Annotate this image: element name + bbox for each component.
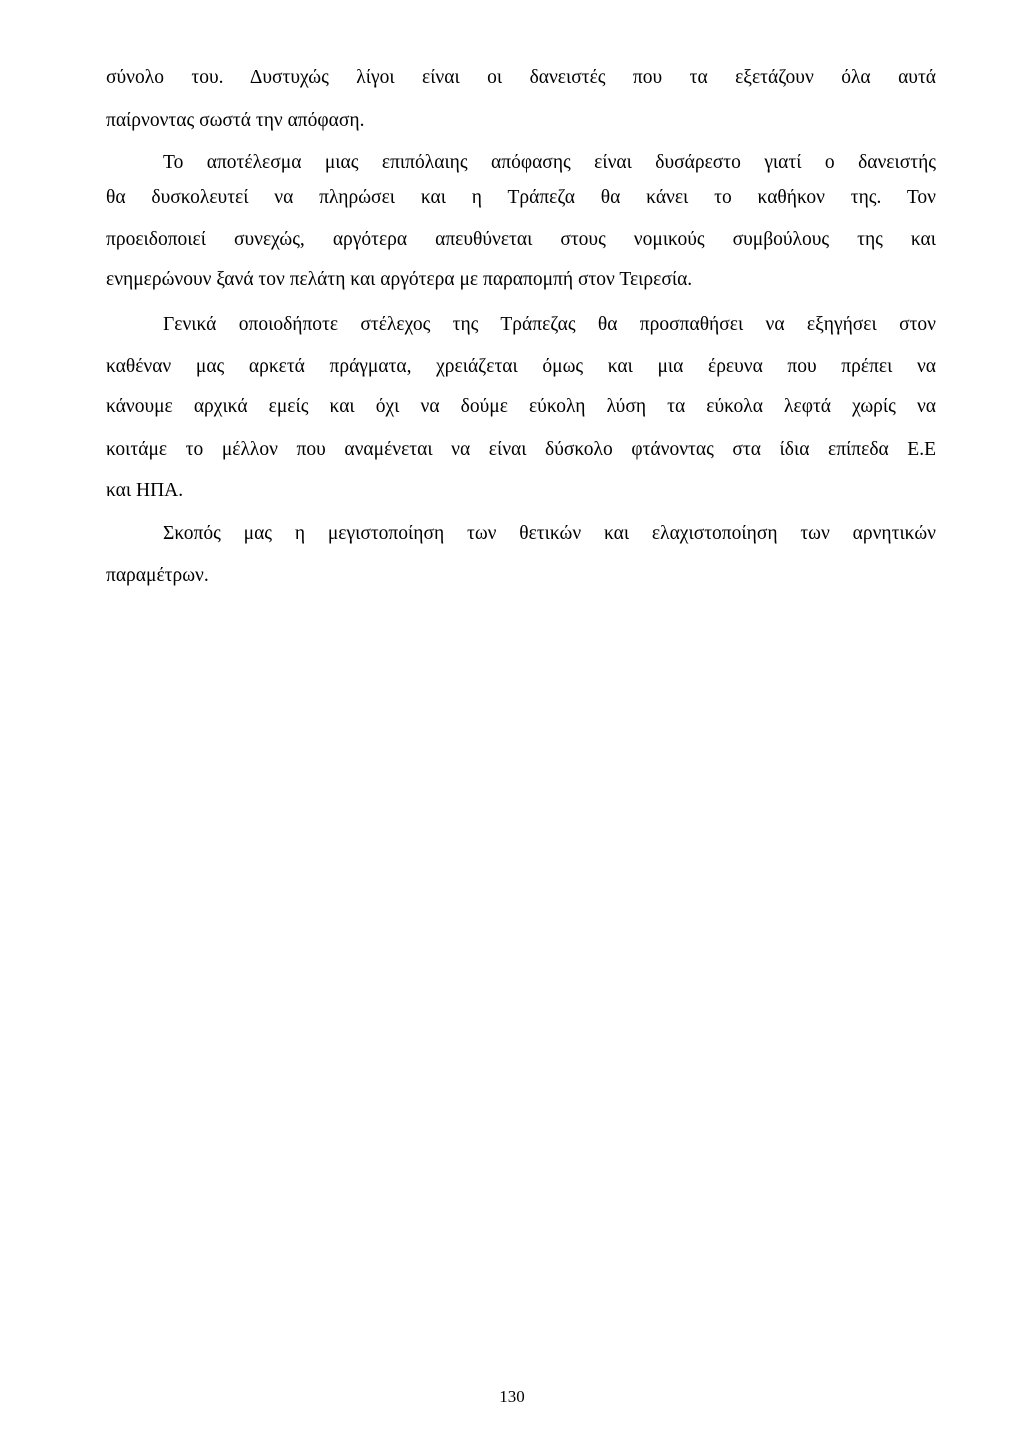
text-line-1: σύνολο του. Δυστυχώς λίγοι είναι οι δανειστές που τα εξετάζουν όλα αυτά (106, 67, 936, 88)
text-line-11: και ΗΠΑ. (106, 480, 184, 501)
text-line-3: Το αποτέλεσμα μιας επιπόλαιης απόφασης είναι δυσάρεστο γιατί ο δανειστής (163, 152, 936, 173)
text-line-9: κάνουμε αρχικά εμείς και όχι να δούμε εύκολη λύση τα εύκολα λεφτά χωρίς να (106, 396, 936, 417)
text-line-7: Γενικά οποιοδήποτε στέλεχος της Τράπεζας θα προσπαθήσει να εξηγήσει στον (163, 314, 936, 335)
text-line-12: Σκοπός μας η μεγιστοποίηση των θετικών και ελαχιστοποίηση των αρνητικών (163, 523, 936, 544)
text-line-8: καθέναν μας αρκετά πράγματα, χρειάζεται όμως και μια έρευνα που πρέπει να (106, 356, 936, 377)
text-line-5: προειδοποιεί συνεχώς, αργότερα απευθύνεται στους νομικούς συμβούλους της και (106, 229, 936, 250)
text-line-10: κοιτάμε το μέλλον που αναμένεται να είναι δύσκολο φτάνοντας στα ίδια επίπεδα Ε.Ε (106, 439, 936, 460)
page-number: 130 (499, 1387, 525, 1406)
text-line-13: παραμέτρων. (106, 565, 209, 586)
text-line-4: θα δυσκολευτεί να πληρώσει και η Τράπεζα θα κάνει το καθήκον της. Τον (106, 187, 936, 208)
text-line-6: ενημερώνουν ξανά τον πελάτη και αργότερα με παραπομπή στον Τειρεσία. (106, 269, 693, 290)
text-line-2: παίρνοντας σωστά την απόφαση. (106, 110, 365, 131)
